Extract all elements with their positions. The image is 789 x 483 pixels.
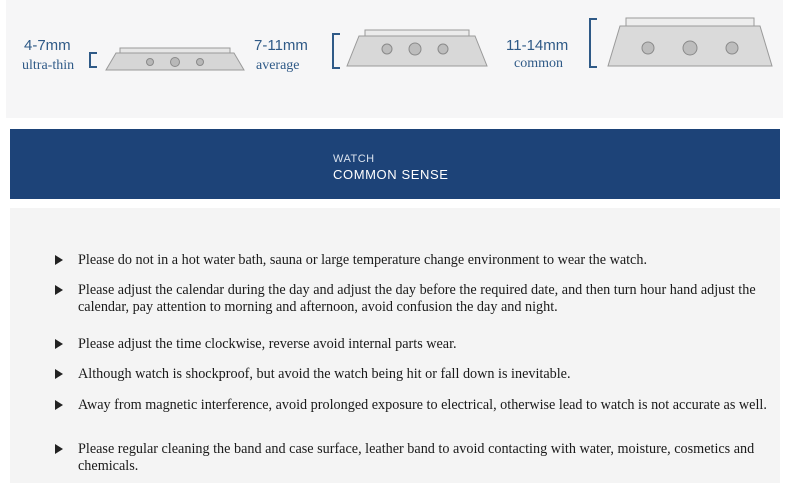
thickness-desc-label: ultra-thin xyxy=(22,58,75,73)
bracket-icon xyxy=(88,52,98,68)
banner-title: COMMON SENSE xyxy=(333,167,449,182)
triangle-right-icon xyxy=(55,400,63,410)
thickness-panel xyxy=(6,0,783,118)
banner-subtitle: WATCH xyxy=(333,153,375,165)
tip-text: Although watch is shockproof, but avoid the watch being hit or fall down is inevitable. xyxy=(78,366,571,382)
tip-text: Please adjust the time clockwise, reverse avoid internal parts wear. xyxy=(78,336,457,352)
thickness-desc-label: common xyxy=(514,56,563,71)
thickness-item-ultra-thin xyxy=(6,0,256,118)
triangle-right-icon xyxy=(55,339,63,349)
thickness-size-label: 11-14mm xyxy=(506,37,569,54)
watch-case-ultra-thin-icon xyxy=(102,46,248,72)
triangle-right-icon xyxy=(55,444,63,454)
thickness-item-average xyxy=(246,0,496,118)
triangle-right-icon xyxy=(55,255,63,265)
tip-text: Please adjust the calendar during the day and adjust the day before the required date, and then turn hour hand adjust the calendar, pay attention to morning and afternoon, avoid confusion the day and night. xyxy=(78,282,756,315)
thickness-item-common xyxy=(496,0,783,118)
tip-text: Please do not in a hot water bath, sauna or large temperature change environment to wear the watch. xyxy=(78,252,647,268)
tips-panel xyxy=(10,208,780,483)
tip-text: Away from magnetic interference, avoid prolonged exposure to electrical, otherwise lead to watch is not accurate as well. xyxy=(78,397,767,413)
watch-case-average-icon xyxy=(343,28,491,70)
section-banner xyxy=(10,129,780,199)
bracket-icon xyxy=(331,33,341,69)
triangle-right-icon xyxy=(55,369,63,379)
watch-case-common-icon xyxy=(604,16,776,70)
tip-text: Please regular cleaning the band and case surface, leather band to avoid contacting with water, moisture, cosmetics and chemicals. xyxy=(78,441,755,474)
thickness-size-label: 7-11mm xyxy=(254,37,308,54)
thickness-desc-label: average xyxy=(256,58,300,73)
bracket-icon xyxy=(588,18,598,68)
triangle-right-icon xyxy=(55,285,63,295)
thickness-size-label: 4-7mm xyxy=(24,37,71,54)
